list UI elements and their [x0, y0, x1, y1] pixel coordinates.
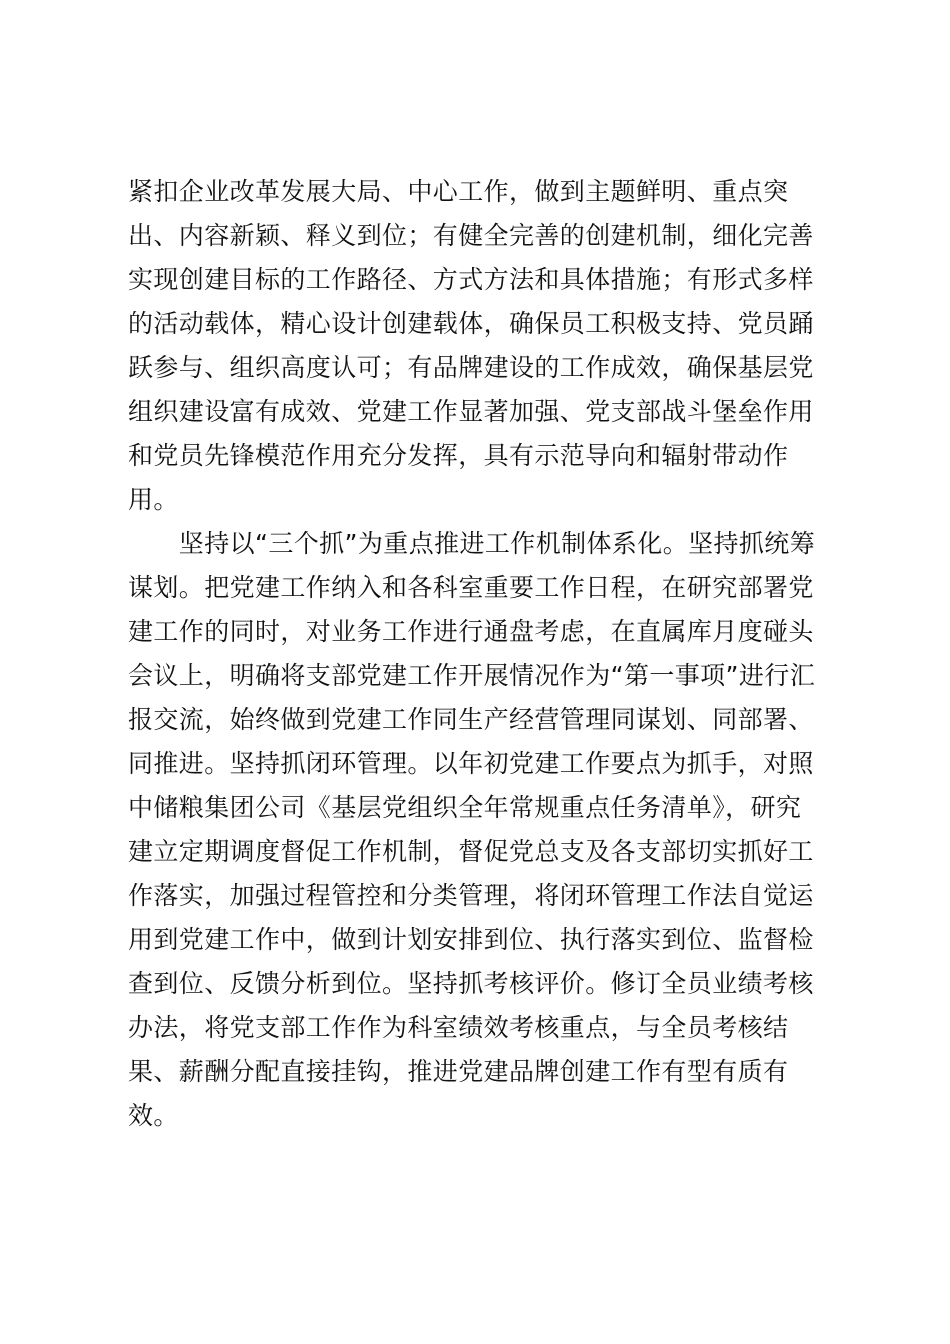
text-line: 效。 [128, 1101, 179, 1130]
text-line: 实现创建目标的工作路径、方式方法和具体措施；有形式多样 [128, 265, 814, 294]
text-line: 谋划。把党建工作纳入和各科室重要工作日程，在研究部署党 [128, 573, 814, 602]
text-line: 建工作的同时，对业务工作进行通盘考虑，在直属库月度碰头 [128, 617, 814, 646]
text-line: 报交流，始终做到党建工作同生产经营管理同谋划、同部署、 [128, 705, 814, 734]
document-body [128, 170, 820, 1138]
text-line: 跃参与、组织高度认可；有品牌建设的工作成效，确保基层党 [128, 353, 814, 382]
text-line: 的活动载体，精心设计创建载体，确保员工积极支持、党员踊 [128, 309, 814, 338]
text-line: 出、内容新颖、释义到位；有健全完善的创建机制，细化完善 [128, 221, 814, 250]
text-line: 办法，将党支部工作作为科室绩效考核重点，与全员考核结 [128, 1013, 789, 1042]
text-line: 会议上，明确将支部党建工作开展情况作为“第一事项”进行汇 [128, 661, 816, 690]
text-line: 果、薪酬分配直接挂钩，推进党建品牌创建工作有型有质有 [128, 1057, 789, 1086]
text-line: 建立定期调度督促工作机制，督促党总支及各支部切实抓好工 [128, 837, 814, 866]
text-line: 紧扣企业改革发展大局、中心工作，做到主题鲜明、重点突 [128, 177, 789, 206]
paragraph-1 [128, 170, 820, 522]
text-line: 和党员先锋模范作用充分发挥，具有示范导向和辐射带动作 [128, 441, 789, 470]
text-line: 组织建设富有成效、党建工作显著加强、党支部战斗堡垒作用 [128, 397, 814, 426]
paragraph-2 [128, 522, 820, 1138]
text-line: 用。 [128, 485, 179, 514]
text-line: 查到位、反馈分析到位。坚持抓考核评价。修订全员业绩考核 [128, 969, 814, 998]
text-line: 中储粮集团公司《基层党组织全年常规重点任务清单》，研究 [128, 793, 802, 822]
text-line: 作落实，加强过程管控和分类管理，将闭环管理工作法自觉运 [128, 881, 814, 910]
text-line: 同推进。坚持抓闭环管理。以年初党建工作要点为抓手，对照 [128, 749, 814, 778]
text-line: 坚持以“三个抓”为重点推进工作机制体系化。坚持抓统筹 [128, 529, 816, 558]
text-line: 用到党建工作中，做到计划安排到位、执行落实到位、监督检 [128, 925, 814, 954]
